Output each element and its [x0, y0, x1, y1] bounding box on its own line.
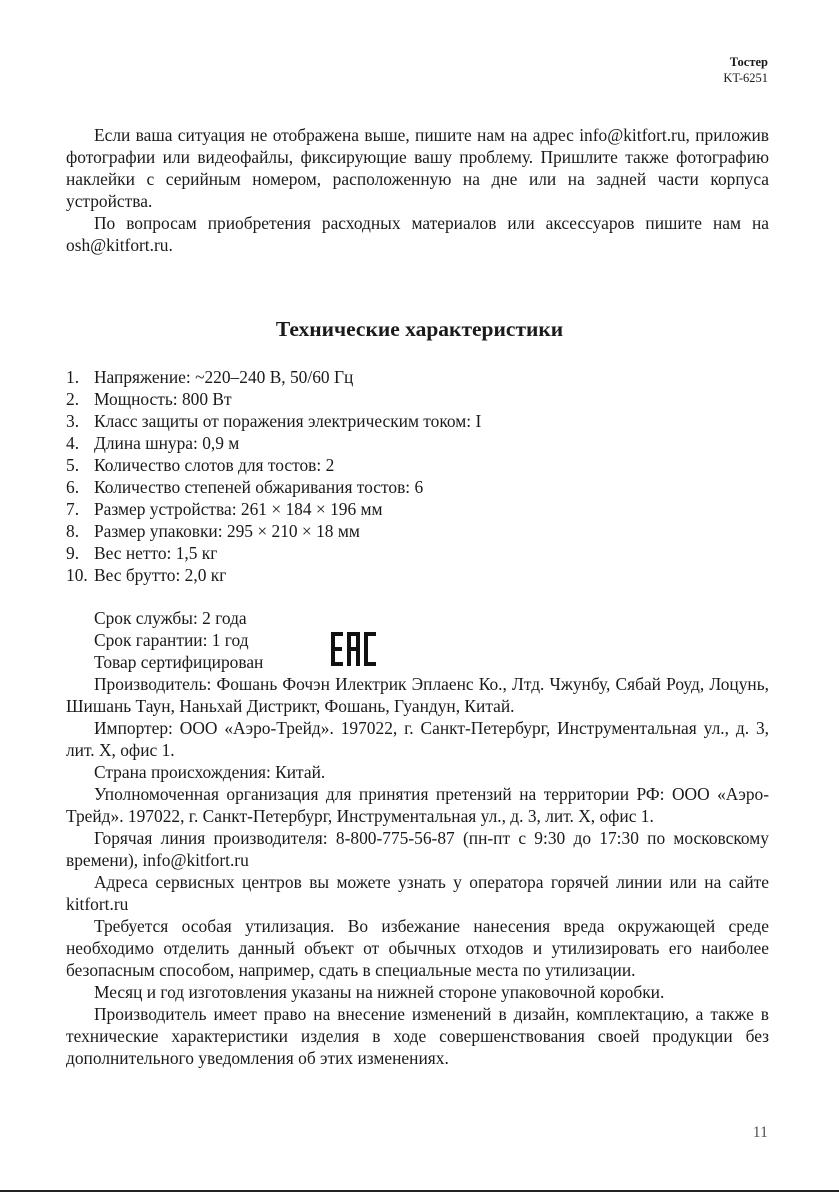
service-paragraph: Горячая линия производителя: 8-800-775-56-87 (пн-пт с 9:30 до 17:30 по московскому времени), info@kitfort.ru — [66, 828, 769, 870]
spec-text: Длина шнура: 0,9 м — [94, 433, 240, 453]
spec-text: Размер устройства: 261 × 184 × 196 мм — [94, 499, 383, 519]
service-paragraph: Адреса сервисных центров вы можете узнать у оператора горячей линии или на сайте kitfort.ru — [66, 872, 769, 914]
service-life: Срок службы: 2 года — [94, 608, 247, 628]
spec-item — [66, 564, 769, 586]
service-paragraph: Месяц и год изготовления указаны на нижней стороне упаковочной коробки. — [94, 982, 665, 1002]
spec-number: 10. — [66, 565, 88, 585]
service-paragraph: Страна происхождения: Китай. — [94, 762, 326, 782]
spec-text: Размер упаковки: 295 × 210 × 18 мм — [94, 521, 360, 541]
spec-text: Мощность: 800 Вт — [94, 389, 232, 409]
spec-text: Вес нетто: 1,5 кг — [94, 543, 218, 563]
spec-text: Вес брутто: 2,0 кг — [94, 565, 227, 585]
intro-paragraph: Если ваша ситуация не отображена выше, пишите нам на адрес info@kitfort.ru, приложив фотографии или видеофайлы, фиксирующие вашу проблему. Пришлите также фотографию наклейки с серийным номером, расположенную на дне или на задней части корпуса устройства. — [66, 125, 769, 211]
certification-row — [94, 651, 769, 673]
spec-number: 2. — [66, 389, 80, 409]
spec-text: Класс защиты от поражения электрическим током: I — [94, 411, 482, 431]
service-paragraph: Требуется особая утилизация. Во избежание нанесения вреда окружающей среде необходимо отделить данный объект от обычных отходов и утилизировать его наиболее безопасным способом, например, сдать в специальные места по утилизации. — [66, 916, 769, 980]
specs-title: Технические характеристики — [275, 317, 564, 341]
intro-section — [66, 124, 769, 256]
spec-text: Напряжение: ~220–240 В, 50/60 Гц — [94, 367, 354, 387]
spec-number: 8. — [66, 521, 80, 541]
spec-number: 6. — [66, 477, 80, 497]
spec-item — [66, 498, 769, 520]
service-paragraph: Производитель: Фошань Фочэн Илектрик Эплаенс Ко., Лтд. Чжунбу, Сябай Роуд, Лоцунь, Шишань Таун, Наньхай Дистрикт, Фошань, Гуандун, Китай. — [66, 674, 769, 716]
spec-item — [66, 366, 769, 388]
product-name: Тостер — [729, 55, 768, 69]
certified-text: Товар сертифицирован — [94, 652, 264, 672]
spec-number: 4. — [66, 433, 80, 453]
page-header — [723, 54, 768, 86]
spec-number: 7. — [66, 499, 80, 519]
service-paragraph: Производитель имеет право на внесение изменений в дизайн, комплектацию, а также в технические характеристики изделия в ходе совершенствования своей продукции без дополнительного уведомления об этих изменениях. — [66, 1004, 769, 1068]
spec-number: 1. — [66, 367, 80, 387]
spec-number: 9. — [66, 543, 80, 563]
spec-number: 5. — [66, 455, 80, 475]
page-number: 11 — [752, 1124, 768, 1141]
model-number: KT-6251 — [723, 71, 768, 85]
spec-item — [66, 476, 769, 498]
spec-item — [66, 520, 769, 542]
spec-item — [66, 410, 769, 432]
service-section — [66, 607, 769, 1069]
service-paragraph: Уполномоченная организация для принятия претензий на территории РФ: ООО «Аэро-Трейд». 197022, г. Санкт-Петербург, Инструментальная ул., д. 3, лит. Х, офис 1. — [66, 784, 769, 826]
service-paragraph: Импортер: ООО «Аэро-Трейд». 197022, г. Санкт-Петербург, Инструментальная ул., д. 3, лит. Х, офис 1. — [66, 718, 769, 760]
spec-item — [66, 542, 769, 564]
spec-item — [66, 388, 769, 410]
specs-list — [66, 366, 769, 586]
spec-number: 3. — [66, 411, 80, 431]
spec-item — [66, 432, 769, 454]
intro-paragraph: По вопросам приобретения расходных материалов или аксессуаров пишите нам на osh@kitfort.ru. — [66, 213, 769, 255]
warranty-period: Срок гарантии: 1 год — [94, 630, 249, 650]
spec-item — [66, 454, 769, 476]
bottom-divider — [0, 1190, 839, 1192]
eac-logo-icon — [330, 631, 378, 667]
spec-text: Количество слотов для тостов: 2 — [94, 455, 335, 475]
spec-text: Количество степеней обжаривания тостов: 6 — [94, 477, 424, 497]
